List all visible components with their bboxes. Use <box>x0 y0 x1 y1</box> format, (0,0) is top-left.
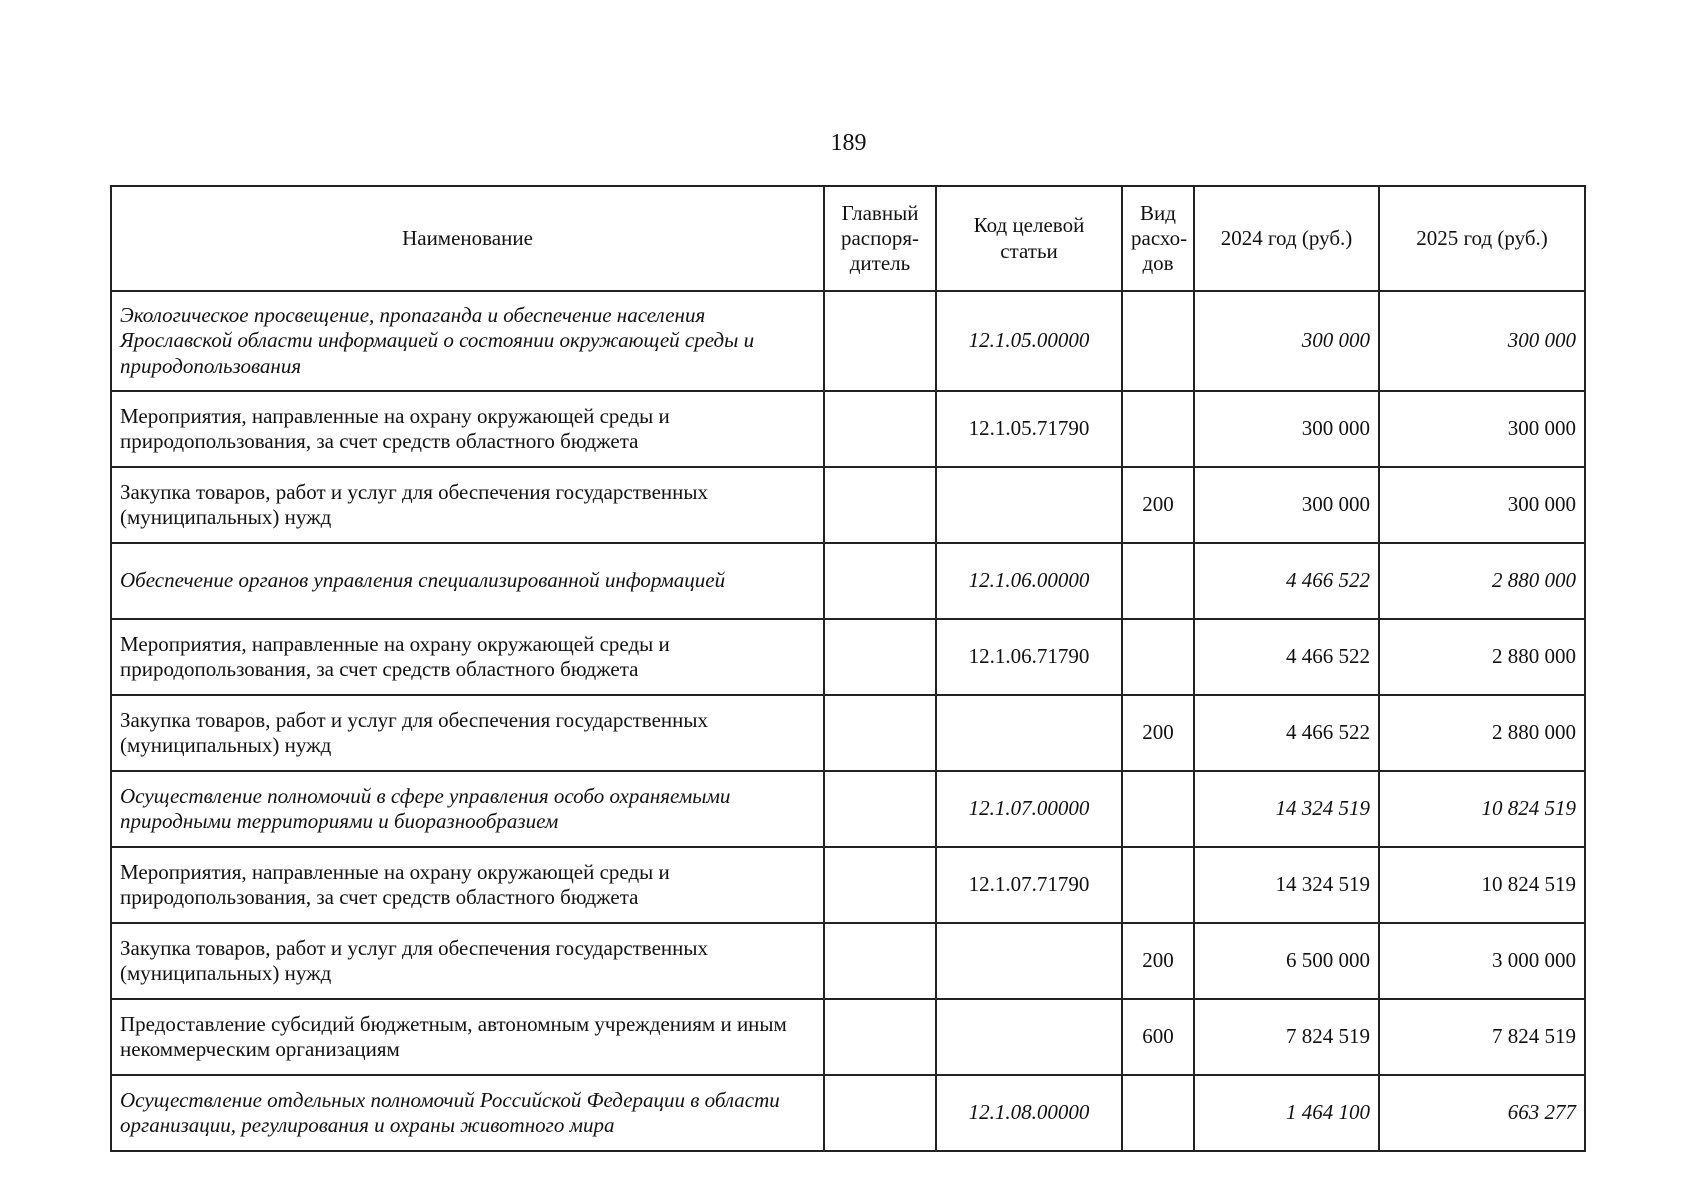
cell-name: Мероприятия, направленные на охрану окружающей среды и природопользования, за счет средств областного бюджета <box>111 391 824 467</box>
cell-year-2024: 14 324 519 <box>1194 771 1379 847</box>
cell-target-code: 12.1.06.71790 <box>936 619 1122 695</box>
cell-year-2025: 663 277 <box>1379 1075 1585 1151</box>
cell-expense-type <box>1122 1075 1194 1151</box>
cell-expense-type: 600 <box>1122 999 1194 1075</box>
table-row <box>111 695 1585 771</box>
table-row <box>111 923 1585 999</box>
cell-year-2024: 300 000 <box>1194 467 1379 543</box>
cell-year-2024: 1 464 100 <box>1194 1075 1379 1151</box>
cell-expense-type <box>1122 847 1194 923</box>
cell-year-2024: 4 466 522 <box>1194 619 1379 695</box>
table-row <box>111 1075 1585 1151</box>
cell-target-code <box>936 999 1122 1075</box>
cell-administrator <box>824 391 936 467</box>
header-expense-type: Вид расхо-дов <box>1122 186 1194 291</box>
table-body <box>111 291 1585 1151</box>
cell-year-2025: 2 880 000 <box>1379 695 1585 771</box>
cell-target-code: 12.1.07.00000 <box>936 771 1122 847</box>
cell-expense-type <box>1122 391 1194 467</box>
table-row <box>111 391 1585 467</box>
cell-target-code <box>936 695 1122 771</box>
table-row <box>111 999 1585 1075</box>
cell-target-code: 12.1.07.71790 <box>936 847 1122 923</box>
table-header <box>111 186 1585 291</box>
cell-expense-type <box>1122 543 1194 619</box>
table-row <box>111 543 1585 619</box>
header-year-2024: 2024 год (руб.) <box>1194 186 1379 291</box>
header-target-code: Код целевой статьи <box>936 186 1122 291</box>
cell-name: Закупка товаров, работ и услуг для обеспечения государственных (муниципальных) нужд <box>111 923 824 999</box>
cell-year-2024: 4 466 522 <box>1194 695 1379 771</box>
cell-administrator <box>824 695 936 771</box>
cell-expense-type <box>1122 771 1194 847</box>
cell-administrator <box>824 543 936 619</box>
cell-year-2024: 300 000 <box>1194 391 1379 467</box>
cell-administrator <box>824 847 936 923</box>
cell-year-2024: 300 000 <box>1194 291 1379 391</box>
cell-name: Предоставление субсидий бюджетным, автономным учреждениям и иным некоммерческим организациям <box>111 999 824 1075</box>
table-row <box>111 619 1585 695</box>
header-row <box>111 186 1585 291</box>
header-name: Наименование <box>111 186 824 291</box>
cell-expense-type: 200 <box>1122 695 1194 771</box>
cell-year-2025: 300 000 <box>1379 467 1585 543</box>
cell-administrator <box>824 923 936 999</box>
cell-administrator <box>824 771 936 847</box>
cell-name: Экологическое просвещение, пропаганда и обеспечение населения Ярославской области информацией о состоянии окружающей среды и природопользования <box>111 291 824 391</box>
header-administrator: Главный распоря-дитель <box>824 186 936 291</box>
cell-target-code: 12.1.05.71790 <box>936 391 1122 467</box>
table-row <box>111 291 1585 391</box>
cell-target-code <box>936 923 1122 999</box>
cell-expense-type <box>1122 619 1194 695</box>
cell-name: Осуществление полномочий в сфере управления особо охраняемыми природными территориями и биоразнообразием <box>111 771 824 847</box>
cell-year-2025: 10 824 519 <box>1379 771 1585 847</box>
cell-year-2025: 2 880 000 <box>1379 543 1585 619</box>
cell-name: Мероприятия, направленные на охрану окружающей среды и природопользования, за счет средств областного бюджета <box>111 847 824 923</box>
cell-year-2025: 300 000 <box>1379 291 1585 391</box>
table-row <box>111 771 1585 847</box>
cell-name: Обеспечение органов управления специализированной информацией <box>111 543 824 619</box>
cell-name: Мероприятия, направленные на охрану окружающей среды и природопользования, за счет средств областного бюджета <box>111 619 824 695</box>
cell-year-2024: 14 324 519 <box>1194 847 1379 923</box>
cell-administrator <box>824 1075 936 1151</box>
cell-administrator <box>824 467 936 543</box>
cell-administrator <box>824 619 936 695</box>
table-row <box>111 467 1585 543</box>
cell-target-code: 12.1.05.00000 <box>936 291 1122 391</box>
cell-year-2024: 6 500 000 <box>1194 923 1379 999</box>
header-year-2025: 2025 год (руб.) <box>1379 186 1585 291</box>
cell-name: Закупка товаров, работ и услуг для обеспечения государственных (муниципальных) нужд <box>111 467 824 543</box>
cell-name: Осуществление отдельных полномочий Российской Федерации в области организации, регулирования и охраны животного мира <box>111 1075 824 1151</box>
cell-year-2025: 300 000 <box>1379 391 1585 467</box>
cell-expense-type: 200 <box>1122 467 1194 543</box>
cell-target-code: 12.1.06.00000 <box>936 543 1122 619</box>
cell-expense-type: 200 <box>1122 923 1194 999</box>
cell-year-2024: 4 466 522 <box>1194 543 1379 619</box>
cell-target-code <box>936 467 1122 543</box>
cell-year-2025: 3 000 000 <box>1379 923 1585 999</box>
cell-administrator <box>824 999 936 1075</box>
cell-year-2024: 7 824 519 <box>1194 999 1379 1075</box>
table-row <box>111 847 1585 923</box>
cell-year-2025: 2 880 000 <box>1379 619 1585 695</box>
cell-administrator <box>824 291 936 391</box>
cell-expense-type <box>1122 291 1194 391</box>
page-number: 189 <box>830 130 867 156</box>
cell-year-2025: 10 824 519 <box>1379 847 1585 923</box>
cell-name: Закупка товаров, работ и услуг для обеспечения государственных (муниципальных) нужд <box>111 695 824 771</box>
budget-table <box>110 185 1586 1152</box>
cell-target-code: 12.1.08.00000 <box>936 1075 1122 1151</box>
cell-year-2025: 7 824 519 <box>1379 999 1585 1075</box>
